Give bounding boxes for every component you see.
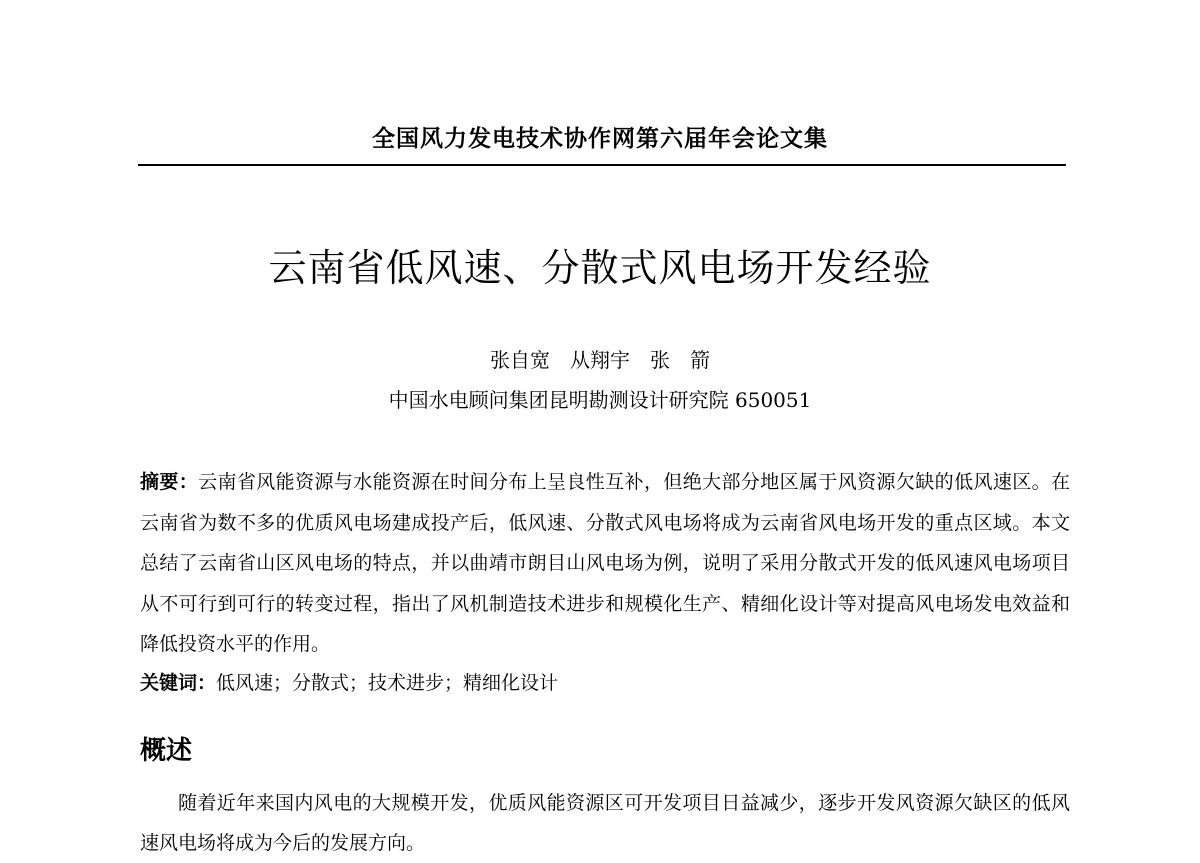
keywords-label: 关键词： [140, 672, 217, 694]
section-heading: 概述 [140, 736, 193, 766]
keywords [140, 665, 1070, 701]
abstract [140, 462, 1070, 665]
affiliation: 中国水电顾问集团昆明勘测设计研究院 650051 [388, 388, 812, 412]
proceedings-header: 全国风力发电技术协作网第六届年会论文集 [372, 126, 828, 152]
body-paragraph: 随着近年来国内风电的大规模开发，优质风能资源区可开发项目日益减少，逐步开发风资源欠缺区的低风速风电场将成为今后的发展方向。 [140, 792, 1070, 854]
authors: 张自宽 从翔宇 张 箭 [490, 348, 710, 372]
abstract-text: 云南省风能资源与水能资源在时间分布上呈良性互补，但绝大部分地区属于风资源欠缺的低风速区。在云南省为数不多的优质风电场建成投产后，低风速、分散式风电场将成为云南省风电场开发的重点区域。本文总结了云南省山区风电场的特点，并以曲靖市朗目山风电场为例，说明了采用分散式开发的低风速风电场项目从不可行到可行的转变过程，指出了风机制造技术进步和规模化生产、精细化设计等对提高风电场发电效益和降低投资水平的作用。 [140, 471, 1070, 655]
abstract-label: 摘要： [140, 471, 199, 493]
keywords-text: 低风速；分散式；技术进步；精细化设计 [216, 672, 559, 694]
paper-title: 云南省低风速、分散式风电场开发经验 [268, 246, 932, 290]
header-rule [138, 164, 1066, 166]
